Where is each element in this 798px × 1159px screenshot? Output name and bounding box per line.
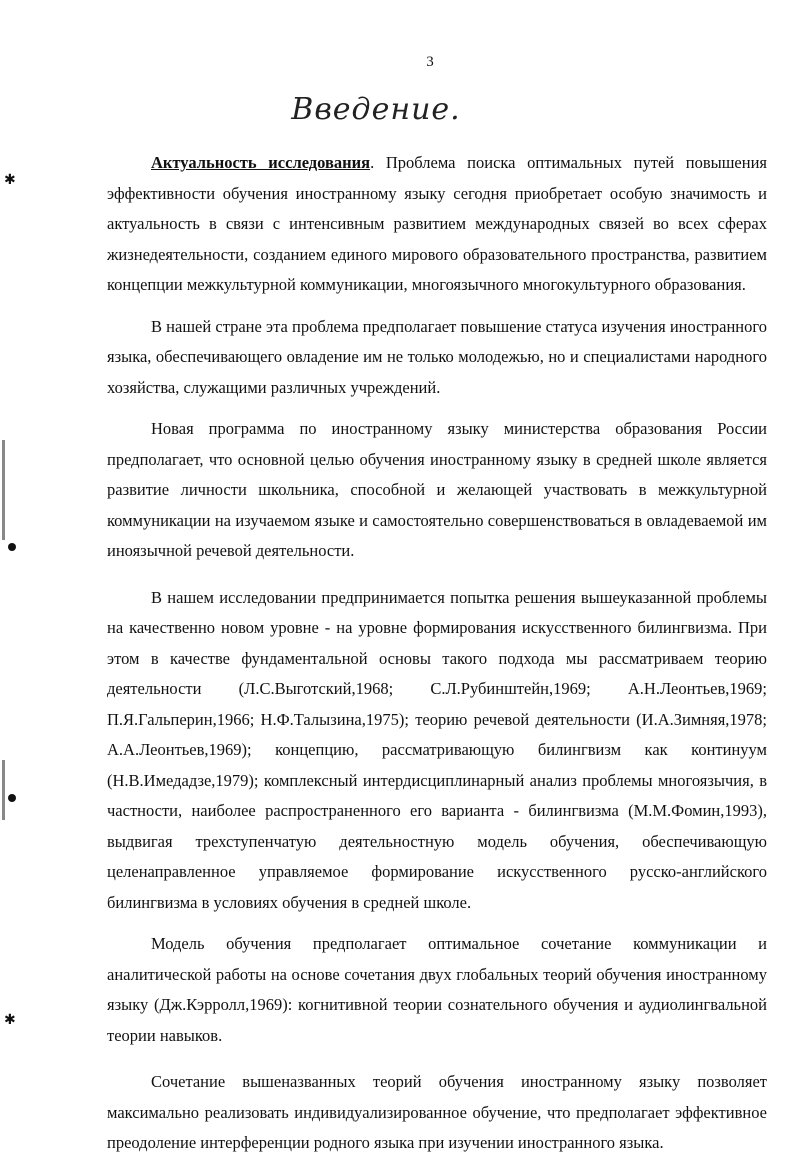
paragraph-status: В нашей стране эта проблема предполагает повышение статуса изучения иностранного языка, обеспечивающего овладение им не только молодежью, но и специалистами народного хозяйства, служащими различных учреждений. (107, 316, 767, 397)
page-heading: Введение. (291, 92, 461, 127)
paragraph-model: Модель обучения предполагает оптимальное сочетание коммуникации и аналитической работы на основе сочетания двух глобальных теорий обучения иностранному языку (Дж.Кэрролл,1969): когнитивной теории сознательного обучения и аудиолингвальной теории навыков. (107, 934, 767, 1045)
relevance-text: . Проблема поиска оптимальных путей повышения эффективности обучения иностранному языку сегодня приобретает особую значимость и актуальность в связи с интенсивным развитием международных связей во всех сферах жизнедеятельности, созданием единого мирового образовательного пространства, развитием концепции межкультурной коммуникации, многоязычного многокультурного образования. (107, 153, 767, 294)
body-text (107, 148, 767, 1159)
paragraph-research: В нашем исследовании предпринимается попытка решения вышеуказанной проблемы на качественно новом уровне - на уровне формирования искусственного билингвизма. При этом в качестве фундаментальной основы такого подхода мы рассматриваем теорию деятельности (Л.С.Выготский,1968; С.Л.Рубинштейн,1969; А.Н.Леонтьев,1969; П.Я.Гальперин,1966; Н.Ф.Талызина,1975); теорию речевой деятельности (И.А.Зимняя,1978; А.А.Леонтьев,1969); концепцию, рассматривающую билингвизм как континуум (Н.В.Имедадзе,1979); комплексный интердисциплинарный анализ проблемы многоязычия, в частности, наиболее распространенного его варианта - билингвизма (М.М.Фомин,1993), выдвигая трехступенчатую деятельностную модель обучения, обеспечивающую целенаправленное управляемое формирование искусственного русско-английского билингвизма в условиях обучения в средней школе. (107, 587, 767, 912)
paragraph-program: Новая программа по иностранному языку министерства образования России предполагает, что основной целью обучения иностранному языку в средней школе является развитие личности школьника, способной и желающей участвовать в межкультурной коммуникации на изучаемом языке и самостоятельно совершенствоваться в овладеваемой им иноязычной речевой деятельности. (107, 419, 767, 560)
page-number: 3 (426, 54, 434, 70)
paragraph-relevance (107, 148, 767, 301)
binding-hole-icon (8, 543, 16, 551)
paragraph-combination: Сочетание вышеназванных теорий обучения иностранному языку позволяет максимально реализовать индивидуализированное обучение, что предполагает эффективное преодоление интерференции родного языка при изучении иностранного языка. (107, 1072, 767, 1152)
scan-edge-shadow (2, 760, 5, 820)
binding-hole-icon: ✱ (4, 1013, 16, 1028)
binding-hole-icon: ✱ (4, 173, 16, 188)
relevance-label: Актуальность исследования (151, 153, 371, 172)
scan-edge-shadow (2, 440, 5, 540)
binding-hole-icon (8, 794, 16, 802)
